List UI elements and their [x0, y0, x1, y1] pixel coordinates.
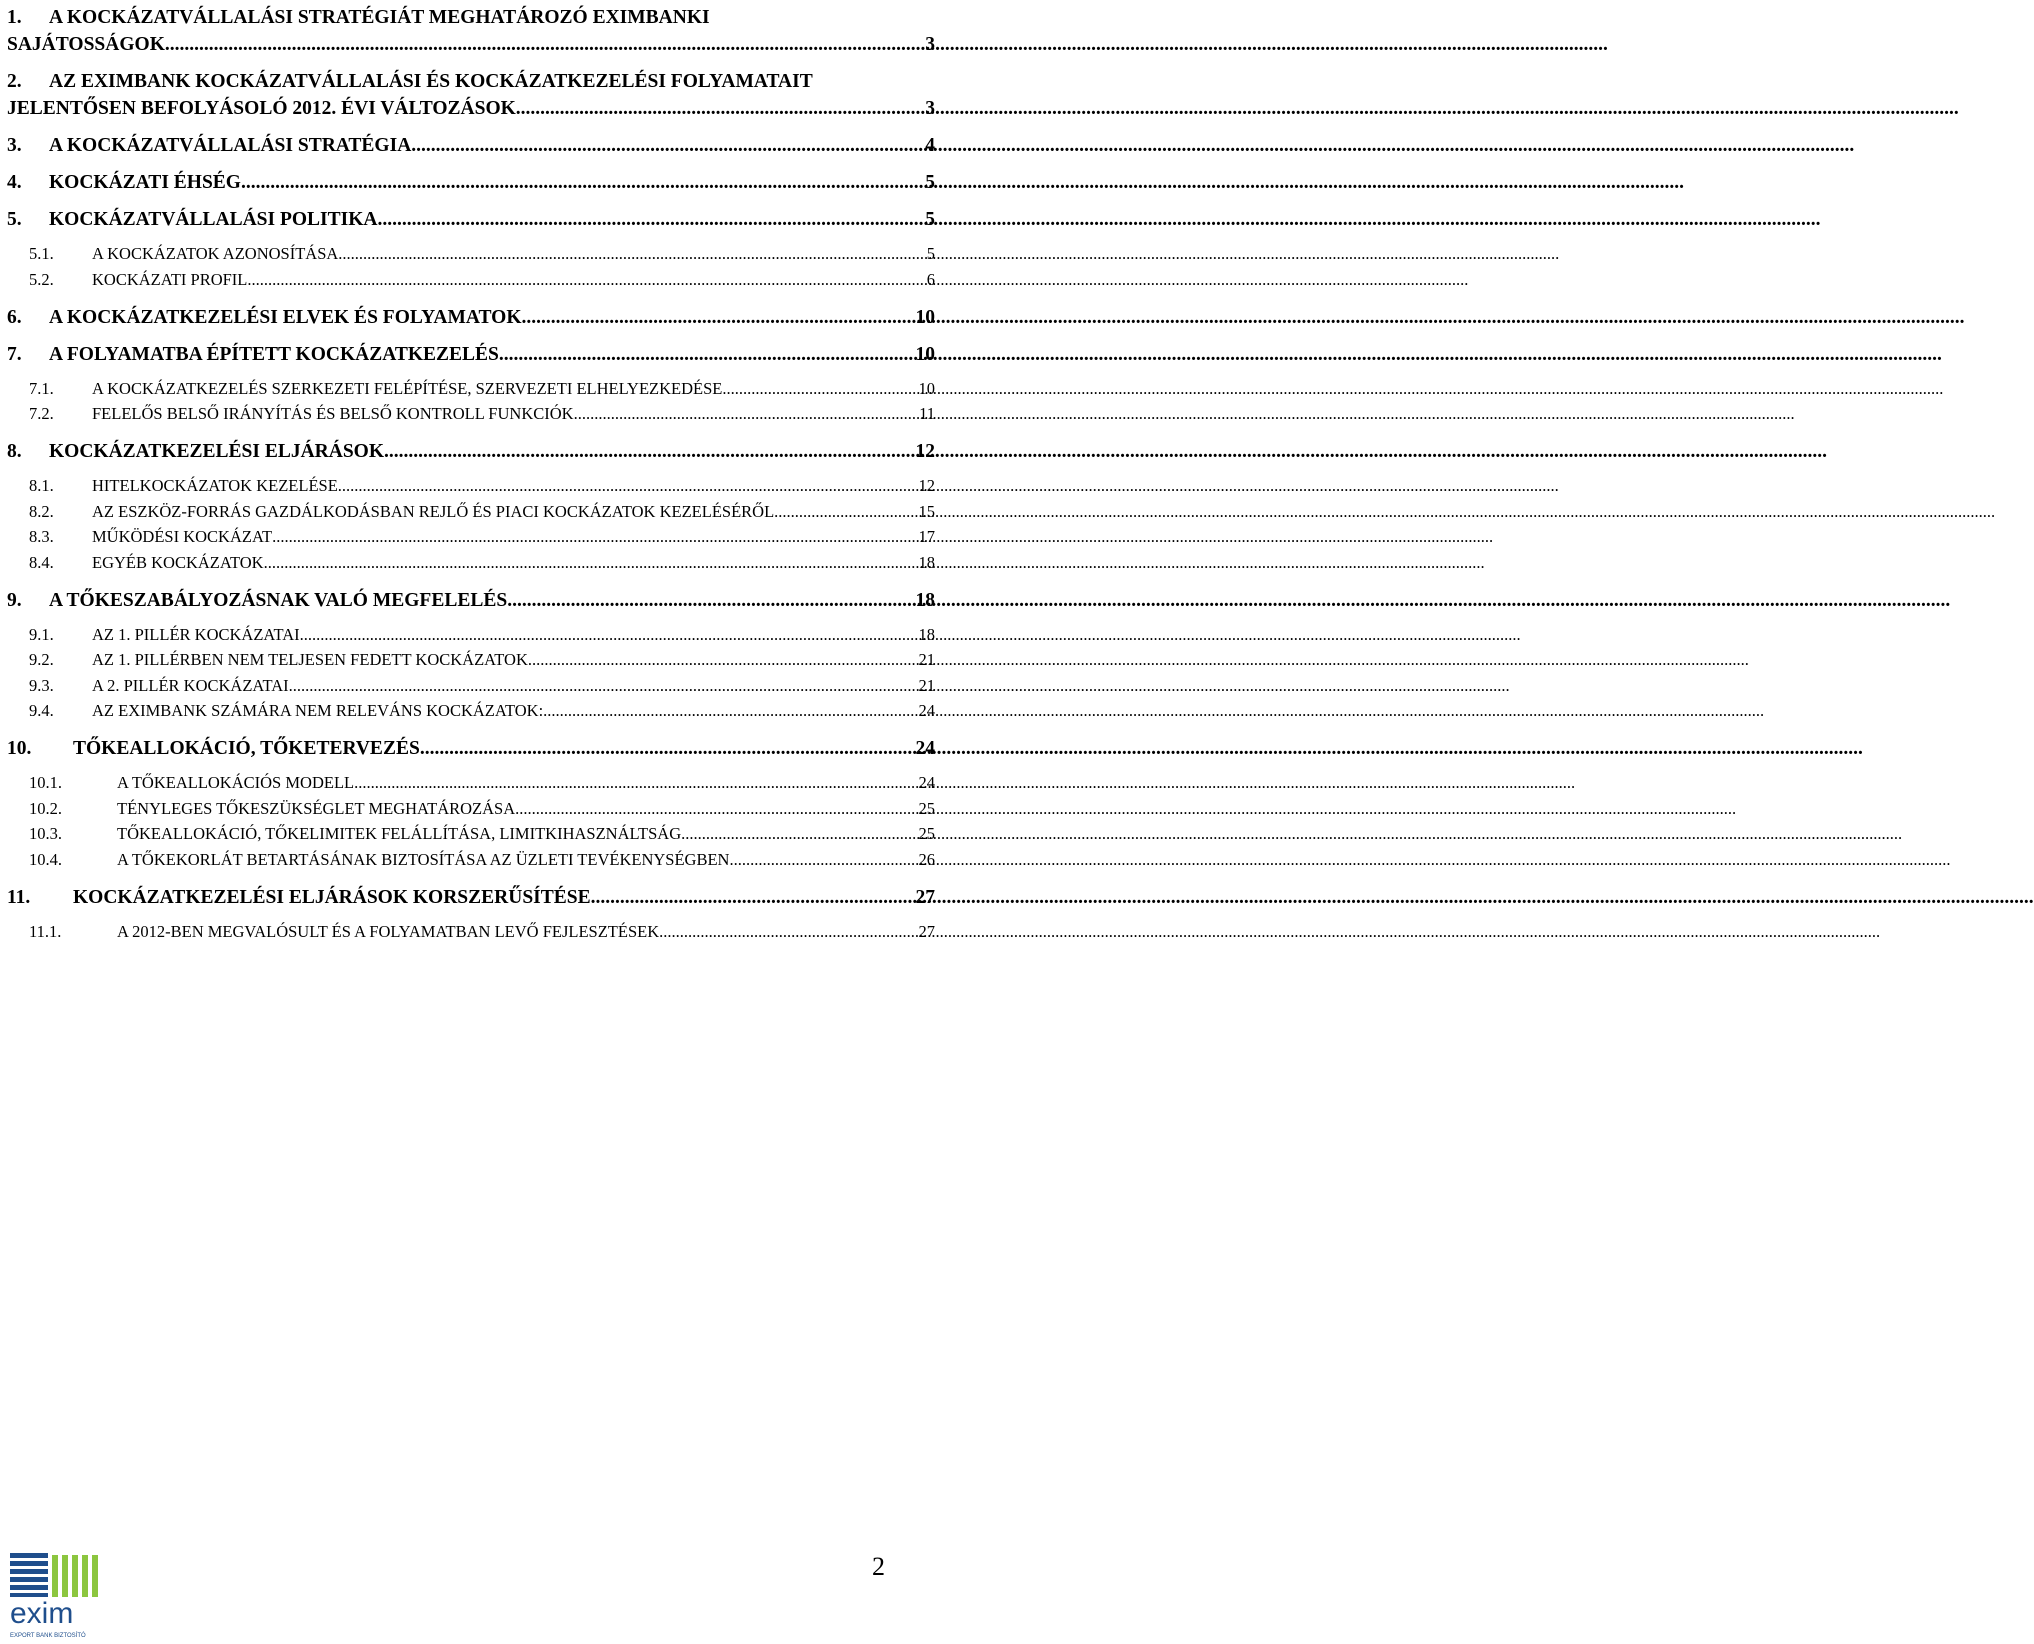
- toc-title-cont: SAJÁTOSSÁGOK: [7, 34, 165, 55]
- toc-leader: [528, 649, 919, 670]
- toc-leader: [289, 675, 919, 696]
- toc-number: 8.1.: [29, 476, 54, 495]
- toc-number: 5.1.: [29, 244, 54, 263]
- toc-page: 25: [918, 824, 935, 843]
- toc-title: TŐKEALLOKÁCIÓ, TŐKETERVEZÉS: [73, 738, 420, 759]
- toc-page: 27: [918, 921, 935, 941]
- toc-number: 9.1.: [29, 624, 54, 644]
- toc-leader: [522, 304, 916, 331]
- toc-leader: [272, 526, 918, 547]
- toc-page: 3: [925, 34, 935, 55]
- toc-number: 10.2.: [29, 798, 62, 818]
- toc-number: 10.4.: [29, 849, 62, 869]
- toc-page: 5: [925, 209, 935, 230]
- toc-title: AZ 1. PILLÉRBEN NEM TELJESEN FEDETT KOCKÁZATOK: [92, 650, 528, 669]
- toc-leader: [378, 206, 926, 233]
- toc-page: 10: [915, 306, 935, 328]
- toc-entry-10-4[interactable]: [7, 849, 935, 870]
- toc-entry-8-3[interactable]: [7, 526, 935, 547]
- toc-title: HITELKOCKÁZATOK KEZELÉSE: [92, 476, 338, 495]
- toc-number: 5.: [7, 209, 22, 230]
- toc-entry-3[interactable]: [7, 132, 935, 159]
- toc-number: 3.: [7, 135, 22, 156]
- toc-entry-10-2[interactable]: [7, 798, 935, 819]
- toc-entry-11[interactable]: [7, 884, 935, 911]
- toc-leader: [241, 169, 925, 196]
- toc-page: 3: [925, 98, 935, 119]
- toc-number: 2.: [7, 71, 22, 92]
- toc-page: 24: [915, 738, 935, 759]
- toc-leader: [300, 624, 919, 645]
- toc-leader: [411, 132, 925, 159]
- toc-leader: [420, 735, 916, 762]
- toc-leader: [384, 438, 915, 465]
- toc-page: 21: [918, 675, 935, 695]
- toc-entry-7-2[interactable]: [7, 403, 935, 424]
- toc-entry-9-3[interactable]: [7, 675, 935, 696]
- toc-page: 11: [919, 404, 935, 423]
- toc-page: 5: [925, 172, 935, 193]
- toc-title: A TŐKEALLOKÁCIÓS MODELL: [117, 773, 355, 792]
- toc-leader: [574, 403, 920, 424]
- toc-number: 7.2.: [29, 404, 54, 423]
- toc-leader: [515, 798, 918, 819]
- toc-leader: [338, 475, 919, 496]
- toc-title: EGYÉB KOCKÁZATOK: [92, 552, 264, 572]
- toc-leader: [681, 823, 918, 844]
- toc-title: AZ 1. PILLÉR KOCKÁZATAI: [92, 624, 300, 644]
- toc-page: 18: [918, 624, 935, 644]
- toc-leader: [247, 269, 926, 290]
- toc-entry-5[interactable]: [7, 206, 935, 233]
- toc-entry-1[interactable]: [7, 4, 935, 31]
- toc-title: A KOCKÁZATKEZELÉS SZERKEZETI FELÉPÍTÉSE, SZERVEZETI ELHELYEZKEDÉSE: [92, 378, 723, 398]
- toc-entry-9-2[interactable]: [7, 649, 935, 670]
- toc-entry-5-2[interactable]: [7, 269, 935, 290]
- toc-title: A 2012-BEN MEGVALÓSULT ÉS A FOLYAMATBAN LEVŐ FEJLESZTÉSEK: [117, 921, 660, 941]
- toc-page: 10: [918, 378, 935, 398]
- toc-entry-9[interactable]: [7, 587, 935, 614]
- toc-number: 4.: [7, 172, 22, 193]
- toc-page: 10: [915, 343, 935, 365]
- toc-number: 7.: [7, 343, 22, 365]
- toc-title: KOCKÁZATKEZELÉSI ELJÁRÁSOK KORSZERŰSÍTÉSE: [73, 886, 591, 908]
- toc-leader: [543, 700, 918, 721]
- exim-logo-tagline: EXPORT BANK BIZTOSÍTÓ: [10, 1633, 86, 1639]
- toc-title: A KOCKÁZATOK AZONOSÍTÁSA: [92, 244, 339, 263]
- toc-number: 10.3.: [29, 824, 62, 843]
- toc-page: 5: [926, 244, 935, 263]
- toc-entry-9-1[interactable]: [7, 624, 935, 645]
- toc-page: 26: [918, 849, 935, 869]
- toc-number: 8.3.: [29, 527, 54, 546]
- toc-page: 12: [918, 476, 935, 495]
- toc-entry-2[interactable]: [7, 68, 935, 95]
- toc-number: 5.2.: [29, 269, 54, 289]
- toc-page: 18: [918, 552, 935, 572]
- toc-entry-2-cont[interactable]: [7, 95, 935, 122]
- exim-logo-mark: [10, 1553, 102, 1639]
- toc-number: 6.: [7, 306, 22, 328]
- toc-leader: [659, 921, 918, 942]
- toc-title: A KOCKÁZATVÁLLALÁSI STRATÉGIÁT MEGHATÁROZÓ EXIMBANKI: [49, 7, 710, 28]
- toc-entry-11-1[interactable]: [7, 921, 935, 942]
- toc-title: KOCKÁZATVÁLLALÁSI POLITIKA: [49, 209, 378, 230]
- toc-leader: [729, 849, 918, 870]
- toc-number: 8.4.: [29, 552, 54, 572]
- toc-page: 17: [918, 527, 935, 546]
- toc-entry-1-cont[interactable]: [7, 31, 935, 58]
- toc-number: 10.: [7, 738, 32, 759]
- toc-leader: [165, 31, 925, 58]
- toc-page: 15: [918, 501, 935, 521]
- toc-title: TŐKEALLOKÁCIÓ, TŐKELIMITEK FELÁLLÍTÁSA, LIMITKIHASZNÁLTSÁG: [117, 824, 682, 843]
- toc-title: TÉNYLEGES TŐKESZÜKSÉGLET MEGHATÁROZÁSA: [117, 798, 516, 818]
- toc-page: 24: [918, 701, 935, 720]
- toc-title: AZ EXIMBANK KOCKÁZATVÁLLALÁSI ÉS KOCKÁZATKEZELÉSI FOLYAMATAIT: [49, 71, 813, 92]
- toc-page: 25: [918, 798, 935, 818]
- toc-number: 9.3.: [29, 675, 54, 695]
- toc-title-cont: JELENTŐSEN BEFOLYÁSOLÓ 2012. ÉVI VÁLTOZÁSOK: [7, 98, 516, 119]
- toc-title: KOCKÁZATI ÉHSÉG: [49, 172, 241, 193]
- toc-leader: [499, 341, 916, 368]
- toc-leader: [722, 378, 918, 399]
- toc-title: A KOCKÁZATKEZELÉSI ELVEK ÉS FOLYAMATOK: [49, 306, 522, 328]
- toc-entry-4[interactable]: [7, 169, 935, 196]
- toc-leader: [516, 95, 925, 122]
- toc-leader: [338, 243, 926, 264]
- toc-entry-8[interactable]: [7, 438, 935, 465]
- table-of-contents: [7, 4, 935, 956]
- toc-title: AZ ESZKÖZ-FORRÁS GAZDÁLKODÁSBAN REJLŐ ÉS PIACI KOCKÁZATOK KEZELÉSÉRŐL: [92, 501, 775, 521]
- toc-entry-7[interactable]: [7, 341, 935, 368]
- toc-leader: [507, 587, 915, 614]
- toc-title: FELELŐS BELSŐ IRÁNYÍTÁS ÉS BELSŐ KONTROLL FUNKCIÓK: [92, 404, 574, 423]
- toc-entry-7-1[interactable]: [7, 378, 935, 399]
- toc-number: 11.: [7, 886, 31, 908]
- toc-title: MŰKÖDÉSI KOCKÁZAT: [92, 527, 273, 546]
- toc-number: 8.: [7, 441, 22, 462]
- toc-entry-10-1[interactable]: [7, 772, 935, 793]
- exim-logo-text: exim: [10, 1597, 74, 1630]
- toc-entry-6[interactable]: [7, 304, 935, 331]
- toc-number: 9.2.: [29, 650, 54, 669]
- toc-page: 12: [915, 441, 935, 462]
- toc-title: A TŐKESZABÁLYOZÁSNAK VALÓ MEGFELELÉS: [49, 589, 508, 611]
- toc-number: 7.1.: [29, 378, 54, 398]
- toc-number: 10.1.: [29, 773, 62, 792]
- toc-entry-5-1[interactable]: [7, 243, 935, 264]
- toc-entry-8-2[interactable]: [7, 501, 935, 522]
- toc-entry-10[interactable]: [7, 735, 935, 762]
- toc-entry-9-4[interactable]: [7, 700, 935, 721]
- toc-page: 4: [925, 135, 935, 156]
- toc-number: 1.: [7, 7, 22, 28]
- toc-title: A KOCKÁZATVÁLLALÁSI STRATÉGIA: [49, 135, 412, 156]
- toc-leader: [774, 501, 918, 522]
- toc-page: 27: [915, 886, 935, 908]
- exim-logo: [10, 1553, 102, 1639]
- toc-entry-8-4[interactable]: [7, 552, 935, 573]
- toc-number: 11.1.: [29, 921, 62, 941]
- toc-title: AZ EXIMBANK SZÁMÁRA NEM RELEVÁNS KOCKÁZATOK:: [92, 701, 544, 720]
- toc-page: 18: [915, 589, 935, 611]
- toc-entry-10-3[interactable]: [7, 823, 935, 844]
- toc-number: 8.2.: [29, 501, 54, 521]
- toc-leader: [591, 884, 916, 911]
- toc-page: 21: [918, 650, 935, 669]
- toc-number: 9.: [7, 589, 22, 611]
- toc-number: 9.4.: [29, 701, 54, 720]
- toc-title: A TŐKEKORLÁT BETARTÁSÁNAK BIZTOSÍTÁSA AZ ÜZLETI TEVÉKENYSÉGBEN: [117, 849, 730, 869]
- toc-entry-8-1[interactable]: [7, 475, 935, 496]
- toc-leader: [354, 772, 918, 793]
- toc-title: KOCKÁZATKEZELÉSI ELJÁRÁSOK: [49, 441, 385, 462]
- toc-title: KOCKÁZATI PROFIL: [92, 269, 248, 289]
- page-number: 2: [872, 1552, 885, 1581]
- toc-page: 6: [926, 269, 935, 289]
- toc-page: 24: [918, 773, 935, 792]
- toc-leader: [264, 552, 919, 573]
- toc-title: A FOLYAMATBA ÉPÍTETT KOCKÁZATKEZELÉS: [49, 343, 499, 365]
- toc-title: A 2. PILLÉR KOCKÁZATAI: [92, 675, 289, 695]
